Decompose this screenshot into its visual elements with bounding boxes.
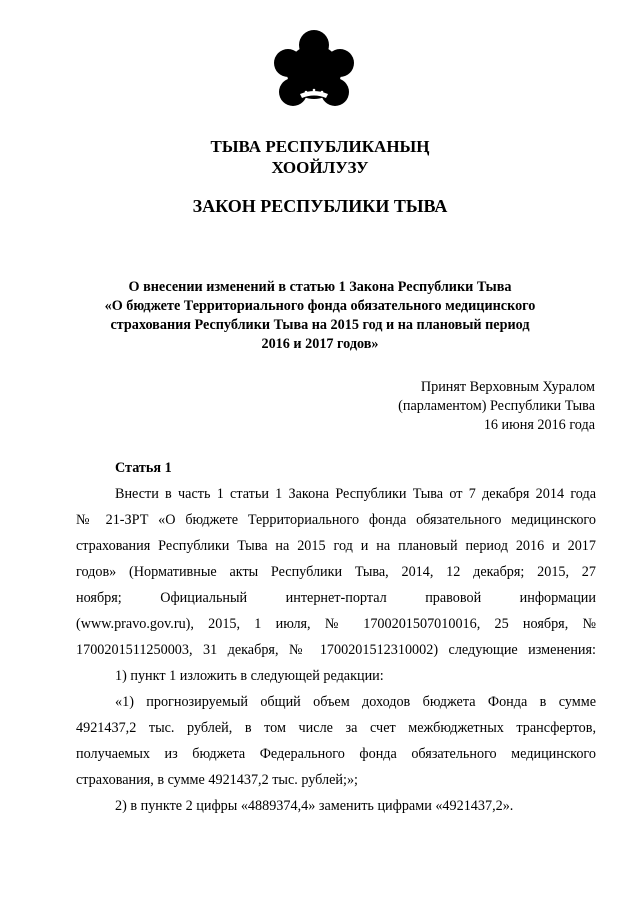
body-line: 4921437,2 тыс. рублей, в том числе за счет межбюджетных трансфертов, bbox=[76, 720, 596, 736]
body-line: получаемых из бюджета Федерального фонда обязательного медицинского bbox=[76, 746, 596, 762]
title-russian: ЗАКОН РЕСПУБЛИКИ ТЫВА bbox=[192, 196, 448, 216]
title-tyvan-line2: ХООЙЛУЗУ bbox=[271, 158, 369, 177]
body-line: страхования, в сумме 4921437,2 тыс. рублей;»; bbox=[76, 772, 358, 788]
subject-line: «О бюджете Территориального фонда обязательного медицинского bbox=[104, 298, 536, 314]
tuva-emblem-icon bbox=[274, 28, 354, 110]
body-line: 1) пункт 1 изложить в следующей редакции: bbox=[115, 668, 384, 684]
body-line: страхования Республики Тыва на 2015 год и на плановый период 2016 и 2017 bbox=[76, 538, 596, 554]
law-subject bbox=[60, 278, 580, 354]
body-line: 1700201511250003, 31 декабря, № 1700201512310002) следующие изменения: bbox=[76, 642, 596, 658]
body-line-part: ноября; bbox=[76, 590, 122, 606]
body-line: «1) прогнозируемый общий объем доходов бюджета Фонда в сумме bbox=[115, 694, 596, 710]
body-line: Внести в часть 1 статьи 1 Закона Республики Тыва от 7 декабря 2014 года bbox=[115, 486, 596, 502]
body-line bbox=[76, 588, 596, 608]
adoption-line: Принят Верховным Хуралом bbox=[420, 379, 595, 395]
subject-line: страхования Республики Тыва на 2015 год и на плановый период bbox=[110, 317, 530, 333]
body-line-part: интернет-портал bbox=[285, 590, 387, 606]
adoption-line: 16 июня 2016 года bbox=[483, 417, 595, 433]
subject-line: О внесении изменений в статью 1 Закона Республики Тыва bbox=[128, 279, 512, 295]
body-line: (www.pravo.gov.ru), 2015, 1 июля, № 1700201507010016, 25 ноября, № bbox=[76, 616, 596, 632]
body-line-part: правовой bbox=[425, 590, 482, 606]
adoption-note bbox=[398, 378, 595, 435]
body-line: годов» (Нормативные акты Республики Тыва, 2014, 12 декабря; 2015, 27 bbox=[76, 564, 596, 580]
body-line: № 21-ЗРТ «О бюджете Территориального фонда обязательного медицинского bbox=[76, 512, 596, 528]
subject-line: 2016 и 2017 годов» bbox=[261, 336, 379, 352]
body-line-part: Официальный bbox=[160, 590, 248, 606]
title-tyvan-line1: ТЫВА РЕСПУБЛИКАНЫҢ bbox=[210, 137, 430, 156]
adoption-line: (парламентом) Республики Тыва bbox=[398, 398, 595, 414]
body-line-part: информации bbox=[519, 590, 596, 606]
body-line: 2) в пункте 2 цифры «4889374,4» заменить цифрами «4921437,2». bbox=[115, 798, 514, 814]
article-heading: Статья 1 bbox=[115, 460, 172, 476]
